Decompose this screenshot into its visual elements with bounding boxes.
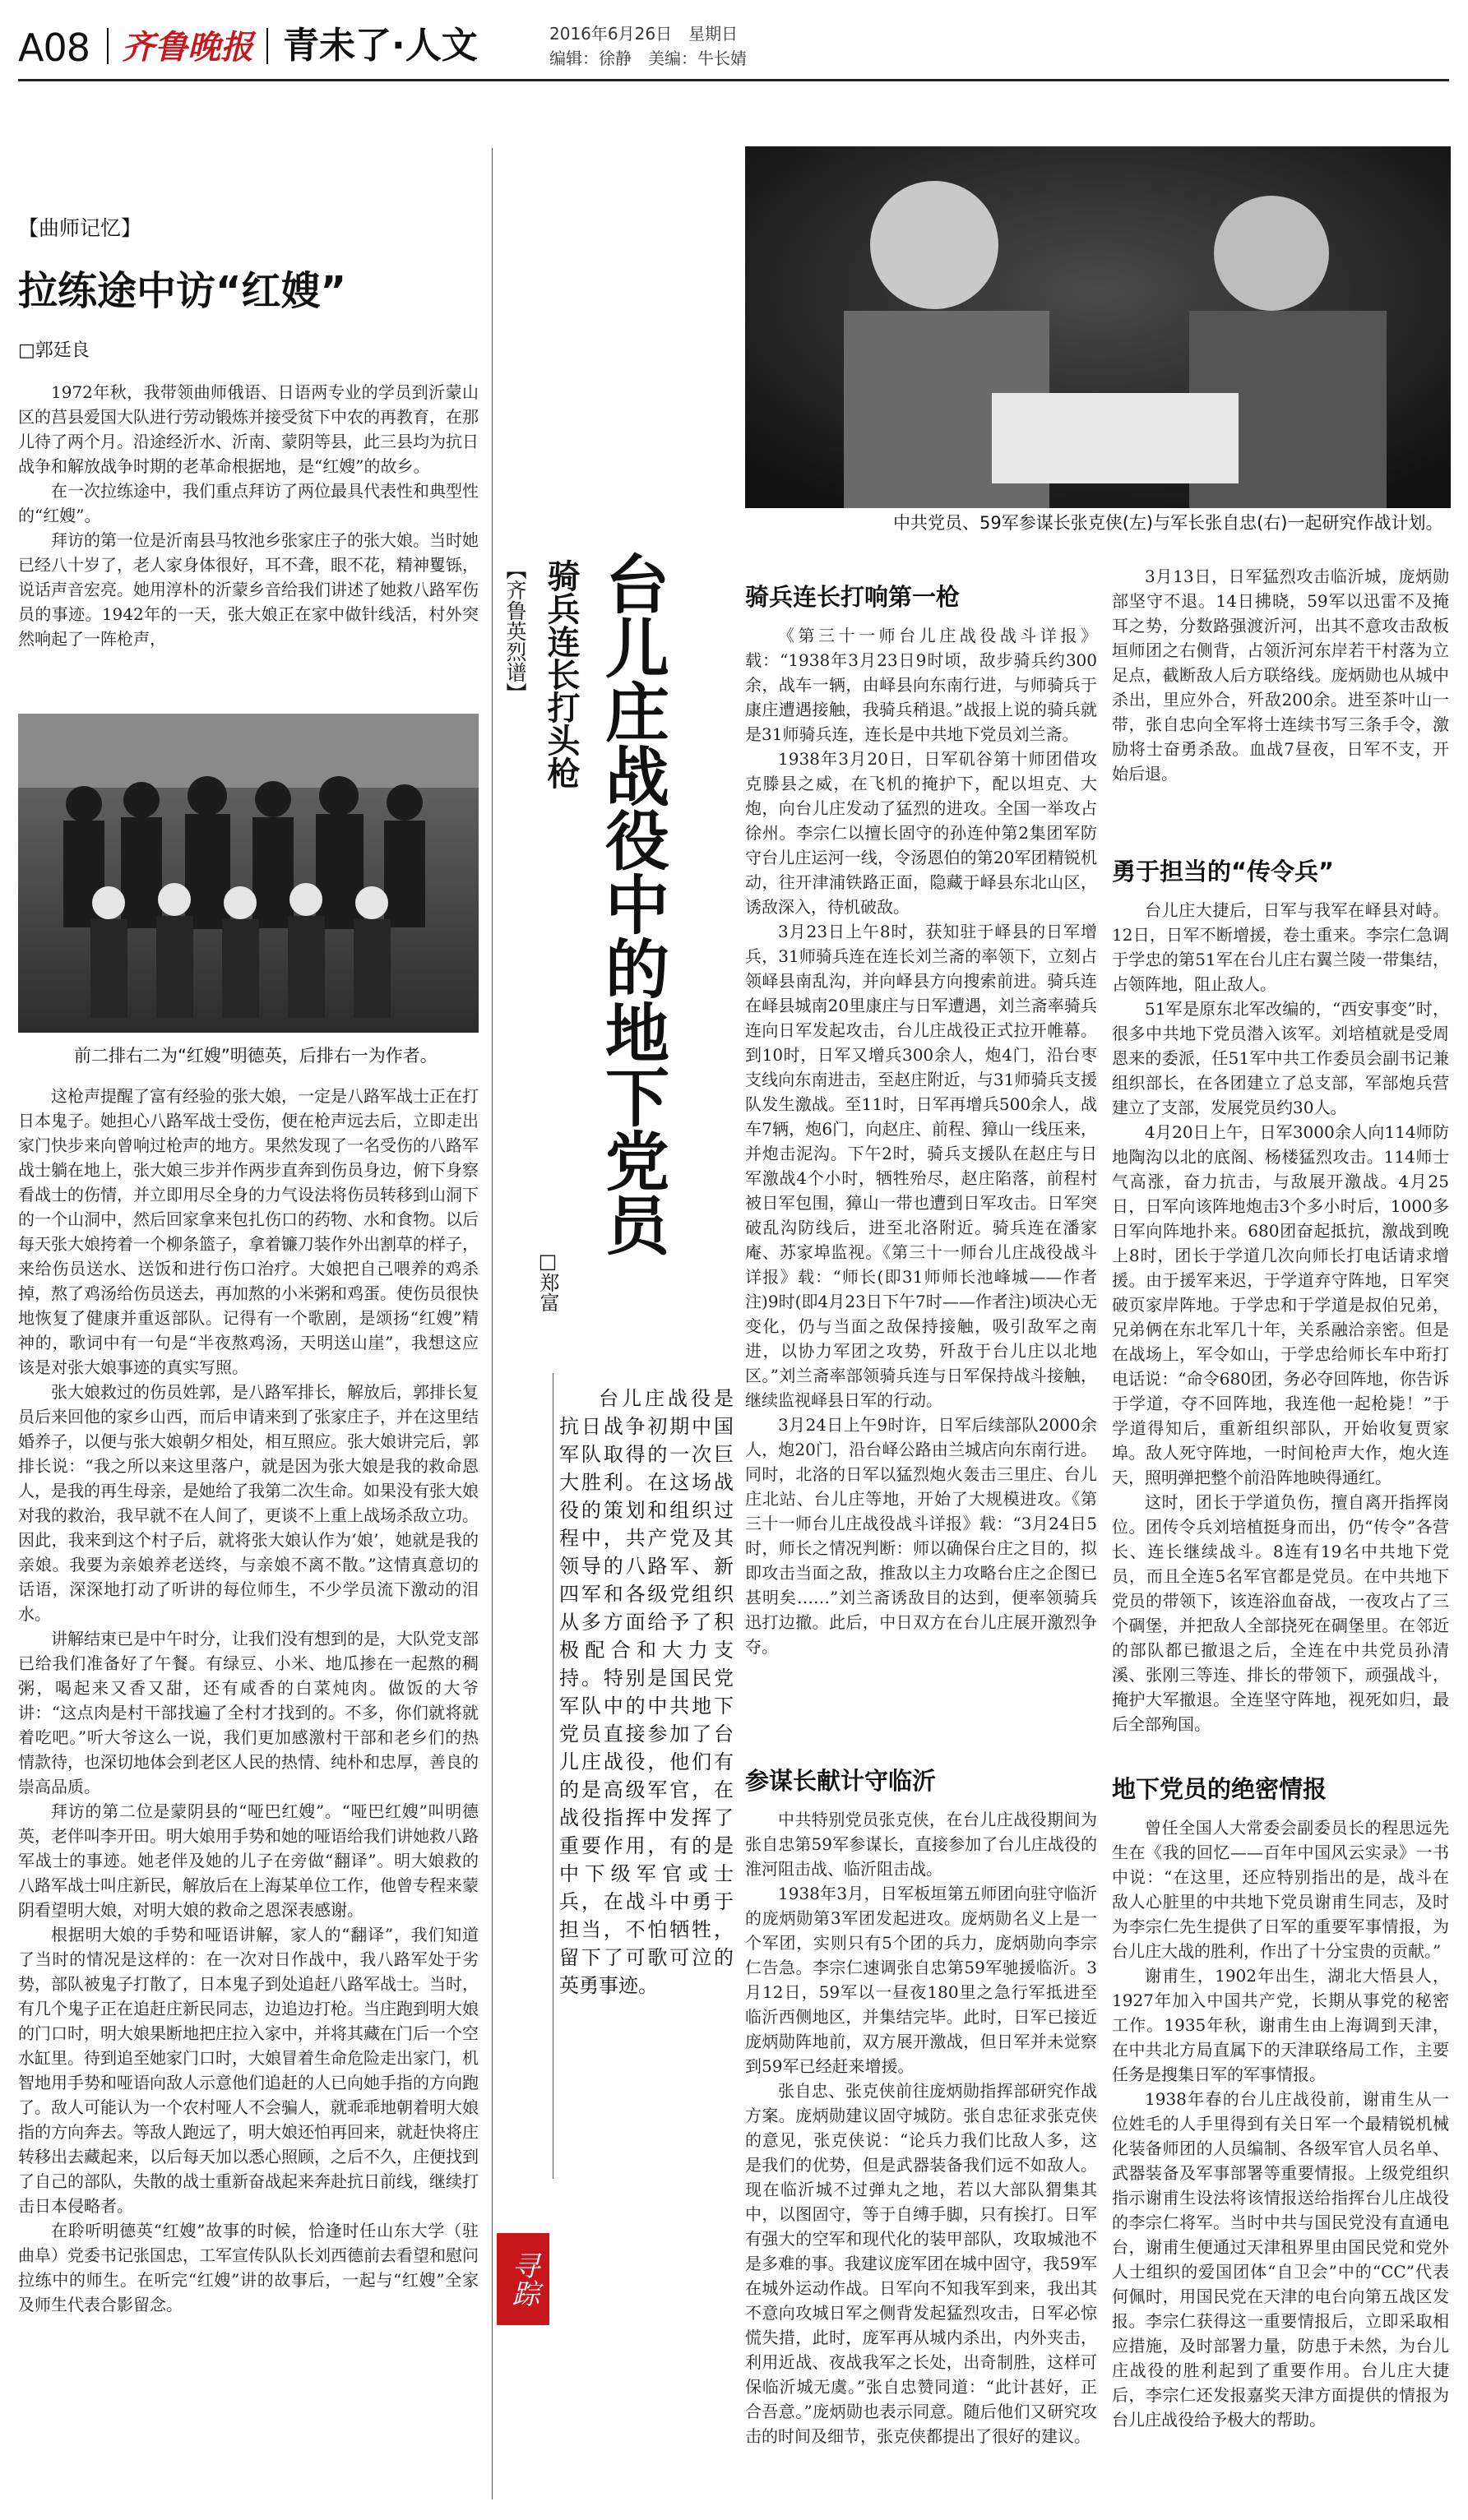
paragraph: 拜访的第二位是蒙阴县的“哑巴红嫂”。“哑巴红嫂”叫明德英，老伴叫李开田。明大娘用手势和她的哑语给我们讲她救八路军战士的事迹。她老伴及她的儿子在旁做“翻译”。明大娘救的八路军战士叫庄新民，解放后在上海某单位工作，他曾专程来蒙阴看望明大娘，对明大娘的救命之恩深表感谢。	[18, 1801, 479, 1920]
left-author: □郭廷良	[18, 340, 90, 361]
right-subtitle: 骑兵连长打头枪	[542, 559, 580, 789]
weekday: 星期日	[688, 24, 739, 44]
paragraph: 谢甫生，1902年出生，湖北大悟县人，1927年加入中国共产党，长期从事党的秘密工作。1935年秋，谢甫生由上海调到天津，在中共北方局直属下的天津联络局工作，主要任务是搜集日军的军事情报。	[1112, 1966, 1449, 2084]
right-photo-caption: 中共党员、59军参谋长张克侠(左)与军长张自忠(右)一起研究作战计划。	[893, 513, 1443, 533]
page-number: A08	[18, 25, 90, 70]
seal-stamp	[497, 2233, 549, 2325]
paragraph: 4月20日上午，日军3000余人向114师防地陶沟以北的底阁、杨楼猛烈攻击。114师士气高涨，奋力抗击，与敌展开激战。4月25日，日军向该阵地炮击3个多小时后，1000多日军向阵地扑来。680团奋起抵抗，激战到晚上8时，团长于学道几次向师长打电话请求增援。由于援军来迟，于学道弃守阵地，日军突破页家岸阵地。于学忠和于学道是叔伯兄弟，兄弟俩在东北军几十年，关系融洽亲密。但是在战场上，军令如山，于学忠给师长车中珩打电话说：“命令680团，务必夺回阵地，你告诉于学道，夺不回阵地，我连他一起枪毙！”于学道得知后，重新组织部队，开始收复贾家埠。敌人死守阵地，一时间枪声大作，炮火连天，照明弹把整个前沿阵地映得通红。	[1112, 1122, 1449, 1487]
paragraph: 讲解结束已是中午时分，让我们没有想到的是，大队党支部已给我们准备好了午餐。有绿豆、小米、地瓜掺在一起熬的稠粥，喝起来又香又甜，还有咸香的白菜炖肉。做饭的大爷讲：“这点肉是村干部找遍了全村才找到的。不多，你们就将就着吃吧。”听大爷这么一说，我们更加感激村干部和老乡们的热情款待，也深切地体会到老区人民的热情、纯朴和忠厚，善良的崇高品质。	[18, 1629, 479, 1796]
paragraph: 3月23日上午8时，获知驻于峄县的日军增兵，31师骑兵连在连长刘兰斋的率领下，立刻占领峄县南乱沟，并向峄县方向搜索前进。骑兵连在峄县城南20里康庄与日军遭遇，刘兰斋率骑兵连向日军发起攻击，台儿庄战役正式拉开帷幕。到10时，日军又增兵300余人，炮4门，沿台枣支线向东南进击，至赵庄附近，与31师骑兵支援队发生激战。至11时，日军再增兵500余人，战车7辆，炮6门，向赵庄、前程、獐山一线压来，并炮击泥沟。下午2时，骑兵支援队在赵庄与日军激战4个小时，牺牲殆尽，赵庄陷落，前程村被日军包围，獐山一带也遭到日军攻击。日军突破乱沟防线后，进至北洛附近。骑兵连在潘家庵、苏家埠监视。《第三十一师台儿庄战役战斗详报》载：“师长(即31师师长池峰城——作者注)9时(即4月23日下午7时——作者注)顷决心无变化，仍与当面之敌保持接触，吸引敌军之南进，以协力军团之攻势，歼敌于台儿庄以北地区。”刘兰斋率部领骑兵连与日军保持战斗接触，继续监视峄县日军的行动。	[745, 922, 1097, 1410]
section-title: 骑兵连长打响第一枪	[745, 583, 961, 611]
header-meta	[549, 21, 747, 71]
column-divider	[492, 148, 493, 2499]
paragraph: 51军是原东北军改编的，“西安事变”时，很多中共地下党员潜入该军。刘培植就是受周恩来的委派，任51军中共工作委员会副书记兼组织部长，在各团建立了总支部，军部炮兵营建立了支部，发展党员约30人。	[1112, 999, 1449, 1117]
right-lead: 台儿庄战役是抗日战争初期中国军队取得的一次巨大胜利。在这场战役的策划和组织过程中，共产党及其领导的八路军、新四军和各级党组织从多方面给予了积极配合和大力支持。特别是国民党军队中的中共地下党员直接参加了台儿庄战役，他们有的是高级军官，在战役指挥中发挥了重要作用，有的是中下级军官或士兵，在战斗中勇于担当，不怕牺牲，留下了可歌可泣的英勇事迹。	[559, 1387, 734, 1997]
paragraph: 1972年秋，我带领曲师俄语、日语两专业的学员到沂蒙山区的莒县爱国大队进行劳动锻炼并接受贫下中农的再教育，在那儿待了两个月。沿途经沂水、沂南、蒙阴等县，此三县均为抗日战争和解放战争时期的老革命根据地，是“红嫂”的故乡。	[18, 382, 479, 476]
right-column-tag: 【齐鲁英烈谱】	[503, 559, 527, 703]
brand-logo: 齐鲁晚报	[122, 28, 253, 67]
section-body	[745, 1807, 1097, 2499]
left-body-top	[18, 380, 479, 710]
commanders-photo-image	[745, 146, 1451, 508]
paragraph: 1938年春的台儿庄战役前，谢甫生从一位姓毛的人手里得到有关日军一个最精锐机械化装备师团的人员编制、各级军官人员名单、武器装备及军事部署等重要情报。上级党组织指示谢甫生设法将该情报送给指挥台儿庄战役的李宗仁将军。当时中共与国民党没有直通电台，谢甫生便通过天津租界里由国民党和党外人士组织的爱国团体“自卫会”中的“CC”代表何佩时，用国民党在天津的电台向第五战区发报。李宗仁获得这一重要情报后，立即采取相应措施，及时部署力量，防患于未然，为台儿庄战役的胜利起到了重要作用。台儿庄大捷后，李宗仁还发报嘉奖天津方面提供的情报为台儿庄战役给予极大的帮助。	[1112, 2089, 1449, 2430]
editor: 编辑：徐静	[549, 49, 632, 68]
paragraph: 台儿庄大捷后，日军与我军在峄县对峙。12日，日军不断增援，卷土重来。李宗仁急调于学忠的第51军在台儿庄右翼兰陵一带集结，占领阵地，阻止敌人。	[1112, 900, 1449, 994]
paragraph: 张自忠、张克侠前往庞炳勋指挥部研究作战方案。庞炳勋建议固守城防。张自忠征求张克侠的意见，张克侠说：“论兵力我们比敌人多，这是我们的优势，但是武器装备我们远不如敌人。现在临沂城不过弹丸之地，若以大部队猬集其中，以图固守，等于自缚手脚，只有挨打。日军有强大的空军和现代化的装甲部队，攻取城池不是多难的事。我建议庞军团在城中固守，我59军在城外运动作战。日军向不知我军到来，我出其不意向攻城日军之侧背发起猛烈攻击，日军必惊慌失措，此时，庞军再从城内杀出，内外夹击，利用近战、夜战我军之长处，出奇制胜，这样可保临沂城无虞。”张自忠赞同道：“此计甚好，正合吾意。”庞炳勋也表示同意。随后他们又研究攻击的时间及细节，张克侠都提出了很好的建议。	[745, 2081, 1097, 2446]
right-title: 台儿庄战役中的地下党员	[595, 551, 669, 1256]
section-title: 地下党员的绝密情报	[1112, 1775, 1327, 1803]
section-body	[1112, 898, 1449, 1743]
paragraph: 中共特别党员张克侠，在台儿庄战役期间为张自忠第59军参谋长，直接参加了台儿庄战役的淮河阻击战、临沂阻击战。	[745, 1810, 1097, 1879]
section-title: 勇于担当的“传令兵”	[1112, 858, 1335, 885]
paragraph: 3月24日上午9时许，日军后续部队2000余人，炮20门，沿台峄公路由兰城店向东南行进。同时，北洛的日军以猛烈炮火轰击三里庄、台儿庄北站、台儿庄等地，开始了大规模进攻。《第三十一师台儿庄战役战斗详报》载：“3月24日5时，师长之情况判断：师以确保台庄之目的，拟即攻击当面之敌，推敌以主力攻略台庄之企图已甚明矣……”刘兰斋诱敌目的达到，便率领骑兵迅打边撤。此后，中日双方在台儿庄展开激烈争夺。	[745, 1415, 1097, 1657]
paragraph: 这时，团长于学道负伤，擅自离开指挥岗位。团传令兵刘培植挺身而出，仍“传令”各营长、连长继续战斗。8连有19名中共地下党员，而且全连5名军官都是党员。在中共地下党员的带领下，该连浴血奋战，一夜攻占了三个碉堡，并把敌人全部挠死在碉堡里。在邻近的部队都已撤退之后，全连在中共党员孙清溪、张刚三等连、排长的带领下，顽强战斗，掩护大军撤退。全连坚守阵地，视死如归，最后全部殉国。	[1112, 1492, 1449, 1734]
paragraph: 在一次拉练途中，我们重点拜访了两位最具代表性和典型性的“红嫂”。	[18, 481, 479, 525]
paragraph: 1938年3月20日，日军矶谷第十师团借攻克滕县之威，在飞机的掩护下，配以坦克、大炮，向台儿庄发动了猛烈的进攻。全国一举攻占徐州。李宗仁以擅长固守的孙连仲第2集团军防守台儿庄运河一线，令汤恩伯的第20军团精锐机动，往开津浦铁路正面，隐藏于峄县东北山区，诱敌深入，待机破敌。	[745, 749, 1097, 917]
paragraph: 根据明大娘的手势和哑语讲解，家人的“翻译”，我们知道了当时的情况是这样的：在一次对日作战中，我八路军处于劣势，部队被鬼子打散了，日本鬼子到处追赶八路军战士。当时，有几个鬼子正在追赶庄新民同志，边追边打枪。当庄跑到明大娘的门口时，明大娘果断地把庄拉入家中，并将其藏在门后一个空水缸里。待到追至她家门口时，大娘冒着生命危险走出家门，机智地用手势和哑语向敌人示意他们追赶的人已向她手指的方向跑了。敌人可能认为一个农村哑人不会骗人，就乖乖地朝着明大娘指的方向奔去。等敌人跑远了，明大娘还怕再回来，就赶快将庄转移出去藏起来，以后每天加以悉心照顾，之后不久，庄便找到了自己的部队，失散的战士重新奋战起来奔赴抗日前线，继续打击日本侵略者。	[18, 1925, 479, 2216]
header-divider	[266, 28, 268, 64]
section-body-continued	[1112, 564, 1449, 852]
header-divider	[107, 28, 109, 64]
right-author: □郑富	[536, 1250, 559, 1312]
paragraph: 1938年3月，日军板垣第五师团向驻守临沂的庞炳勋第3军团发起进攻。庞炳勋名义上是一个军团，实则只有5个团的兵力，庞炳勋向李宗仁告急。李宗仁速调张自忠第59军驰援临沂。3月12日，59军以一昼夜180里之急行军抵进至临沂西侧地区，并集结完毕。此时，日军已接近庞炳勋阵地前，双方展开激战，但日军并未觉察到59军已经赶来增援。	[745, 1884, 1097, 2076]
section-title: 参谋长献计守临沂	[745, 1767, 937, 1795]
left-body-bottom	[18, 1084, 479, 2483]
left-title: 拉练途中访“红嫂”	[18, 268, 347, 314]
commanders-photo	[745, 146, 1451, 508]
section-title: 青未了·人文	[283, 25, 478, 67]
paragraph: 这枪声提醒了富有经验的张大娘，一定是八路军战士正在打日本鬼子。她担心八路军战士受伤，便在枪声远去后，立即走出家门快步来向曾响过枪声的地方。果然发现了一名受伤的八路军战士躺在地上，张大娘三步并作两步直奔到伤员身边，俯下身察看战士的伤情，并立即用尽全身的力气设法将伤员转移到山洞下的一个山洞中，然后回家拿来包扎伤口的药物、水和食物。以后每天张大娘挎着一个柳条篮子，拿着镰刀装作外出割草的样子，来给伤员送水、送饭和进行伤口治疗。大娘把自己喂养的鸡杀掉，熬了鸡汤给伤员送去，再加熬的小米粥和鸡蛋。使伤员很快地恢复了健康并重返部队。记得有一个歌剧，是颂扬“红嫂”精神的，歌词中有一句是“半夜熬鸡汤，天明送山崖”，我想这应该是对张大娘事迹的真实写照。	[18, 1086, 479, 1377]
header-rule	[18, 79, 1449, 81]
group-photo	[18, 714, 479, 1033]
paragraph: 《第三十一师台儿庄战役战斗详报》载：“1938年3月23日9时顷，敌步骑兵约300余，战车一辆，由峄县向东南行进，与师骑兵于康庄遭遇接触，我骑兵稍退。”战报上说的骑兵就是31师骑兵连，连长是中共地下党员刘兰斋。	[745, 626, 1097, 744]
paragraph: 拜访的第一位是沂南县马牧池乡张家庄子的张大娘。当时她已经八十岁了，老人家身体很好，耳不聋，眼不花，精神矍铄，说话声音宏亮。她用淳朴的沂蒙乡音给我们讲述了她救八路军伤员的事迹。1942年的一天，张大娘正在家中做针线活，村外突然响起了一阵枪声，	[18, 530, 479, 649]
group-photo-image	[18, 714, 479, 1033]
seal-text: 寻踪	[507, 2251, 540, 2307]
left-photo-caption: 前二排右二为“红嫂”明德英，后排右一为作者。	[74, 1046, 438, 1066]
paragraph: 曾任全国人大常委会副委员长的程思远先生在《我的回忆——百年中国风云实录》一书中说：“在这里，还应特别指出的是，战斗在敌人心脏里的中共地下党员谢甫生同志，及时为李宗仁先生提供了日军的重要军事情报，为台儿庄大战的胜利，作出了十分宝贵的贡献。”	[1112, 1818, 1449, 1961]
paragraph: 张大娘救过的伤员姓郭，是八路军排长，解放后，郭排长复员后来回他的家乡山西，而后申请来到了张家庄子，并在这里结婚养子，以便与张大娘朝夕相处，相互照应。张大娘讲完后，郭排长说：“我之所以来这里落户，就是因为张大娘是我的救命恩人，是我的再生母亲，是她给了我第二次生命。如果没有张大娘对我的救治，我早就不在人间了，更谈不上重上战场杀敌立功。因此，我来到这个村子后，就将张大娘认作为‘娘’，她就是我的亲娘。我要为亲娘养老送终，与亲娘不离不散。”这情真意切的话语，深深地打动了听讲的每位师生，不少学员流下激动的泪水。	[18, 1382, 479, 1624]
section-body	[1112, 1815, 1449, 2499]
paragraph: 在聆听明德英“红嫂”故事的时候，恰逢时任山东大学（驻曲阜）党委书记张国忠，工军宣传队队长刘西德前去看望和慰问拉练中的师生。在听完“红嫂”讲的故事后，一起与“红嫂”全家及师生代表合影留念。	[18, 2221, 479, 2314]
paragraph: 3月13日，日军猛烈攻击临沂城，庞炳勋部坚守不退。14日拂晓，59军以迅雷不及掩耳之势，分数路强渡沂河，出其不意攻击敌板垣师团之右侧背，占领沂河东岸若干村落为立足点，截断敌人后方联络线。庞炳勋也从城中杀出，里应外合，歼敌200余。进至茶叶山一带，张自忠向全军将士连续书写三条手令，激励将士奋勇杀敌。血战7昼夜，日军不支，开始后退。	[1112, 566, 1449, 784]
date: 2016年6月26日	[549, 24, 673, 44]
section-body	[745, 623, 1097, 1751]
left-column-tag: 【曲师记忆】	[18, 216, 142, 240]
designer: 美编：牛长婧	[648, 49, 747, 68]
